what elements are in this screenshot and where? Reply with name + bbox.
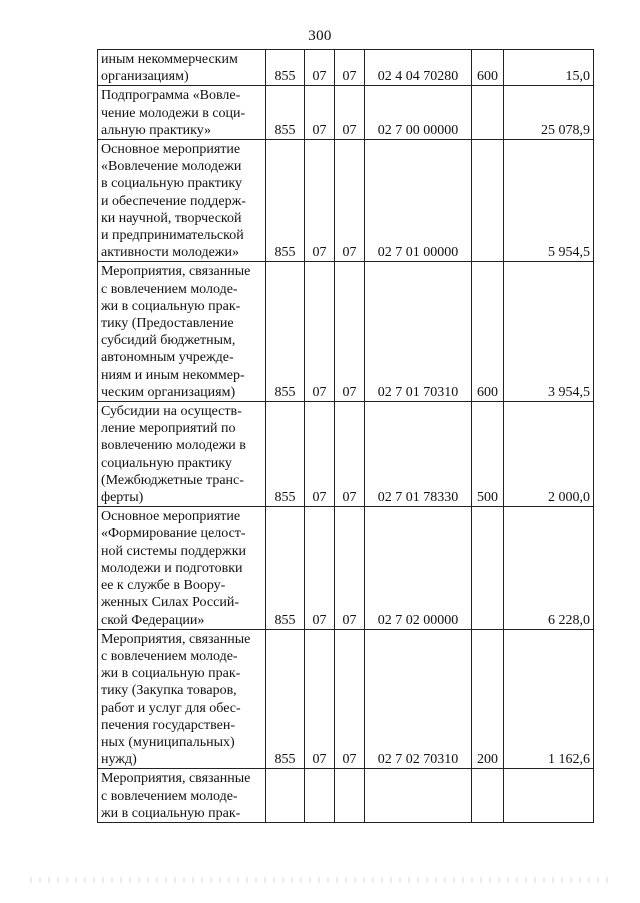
expense-type-code <box>472 86 504 140</box>
ministry-code: 855 <box>266 262 305 402</box>
subsection-code: 07 <box>335 86 365 140</box>
target-code: 02 7 02 00000 <box>365 507 472 629</box>
subsection-code: 07 <box>335 262 365 402</box>
table-row <box>98 769 594 823</box>
amount: 15,0 <box>504 50 594 86</box>
row-name: Мероприятия, связанные с вовлечением молоде- жи в социальную прак- тику (Закупка товаров, работ и услуг для обес- печения государствен- ных (муниципальных) нужд) <box>98 629 266 769</box>
row-name: Мероприятия, связанные с вовлечением молоде- жи в социальную прак- <box>98 769 266 823</box>
row-name: Основное мероприятие «Формирование целост- ной системы поддержки молодежи и подготовки ее к службе в Воору- женных Силах Россий- ской Федерации» <box>98 507 266 629</box>
target-code <box>365 769 472 823</box>
row-name: Мероприятия, связанные с вовлечением молоде- жи в социальную прак- тику (Предоставление субсидий бюджетным, автономным учрежде- ниям и иным некоммер- ческим организациям) <box>98 262 266 402</box>
expense-type-code <box>472 507 504 629</box>
row-name: иным некоммерческим организациям) <box>98 50 266 86</box>
section-code: 07 <box>305 262 335 402</box>
table-row <box>98 262 594 402</box>
scan-artifact <box>30 877 610 883</box>
section-code: 07 <box>305 629 335 769</box>
section-code: 07 <box>305 86 335 140</box>
target-code: 02 7 01 78330 <box>365 402 472 507</box>
row-name: Основное мероприятие «Вовлечение молодежи в социальную практику и обеспечение поддерж- ки научной, творческой и предпринимательской активности молодежи» <box>98 140 266 262</box>
ministry-code: 855 <box>266 140 305 262</box>
table-row <box>98 140 594 262</box>
table-row <box>98 507 594 629</box>
ministry-code: 855 <box>266 86 305 140</box>
target-code: 02 7 02 70310 <box>365 629 472 769</box>
budget-table <box>97 49 594 823</box>
target-code: 02 7 01 00000 <box>365 140 472 262</box>
ministry-code <box>266 769 305 823</box>
section-code: 07 <box>305 507 335 629</box>
table-row <box>98 86 594 140</box>
target-code: 02 7 01 70310 <box>365 262 472 402</box>
amount: 25 078,9 <box>504 86 594 140</box>
target-code: 02 7 00 00000 <box>365 86 472 140</box>
section-code <box>305 769 335 823</box>
page-number: 300 <box>308 28 332 44</box>
amount: 1 162,6 <box>504 629 594 769</box>
ministry-code: 855 <box>266 629 305 769</box>
subsection-code: 07 <box>335 629 365 769</box>
ministry-code: 855 <box>266 402 305 507</box>
section-code: 07 <box>305 50 335 86</box>
amount: 6 228,0 <box>504 507 594 629</box>
target-code: 02 4 04 70280 <box>365 50 472 86</box>
section-code: 07 <box>305 140 335 262</box>
ministry-code: 855 <box>266 50 305 86</box>
expense-type-code <box>472 769 504 823</box>
row-name: Подпрограмма «Вовле- чение молодежи в соци- альную практику» <box>98 86 266 140</box>
expense-type-code <box>472 140 504 262</box>
amount: 5 954,5 <box>504 140 594 262</box>
table-row <box>98 402 594 507</box>
table-row <box>98 629 594 769</box>
section-code: 07 <box>305 402 335 507</box>
subsection-code: 07 <box>335 50 365 86</box>
expense-type-code: 500 <box>472 402 504 507</box>
row-name: Субсидии на осуществ- ление мероприятий по вовлечению молодежи в социальную практику (Межбюджетные транс- ферты) <box>98 402 266 507</box>
amount <box>504 769 594 823</box>
amount: 2 000,0 <box>504 402 594 507</box>
subsection-code: 07 <box>335 507 365 629</box>
ministry-code: 855 <box>266 507 305 629</box>
subsection-code: 07 <box>335 402 365 507</box>
expense-type-code: 600 <box>472 50 504 86</box>
subsection-code: 07 <box>335 140 365 262</box>
subsection-code <box>335 769 365 823</box>
expense-type-code: 200 <box>472 629 504 769</box>
amount: 3 954,5 <box>504 262 594 402</box>
table-row <box>98 50 594 86</box>
expense-type-code: 600 <box>472 262 504 402</box>
